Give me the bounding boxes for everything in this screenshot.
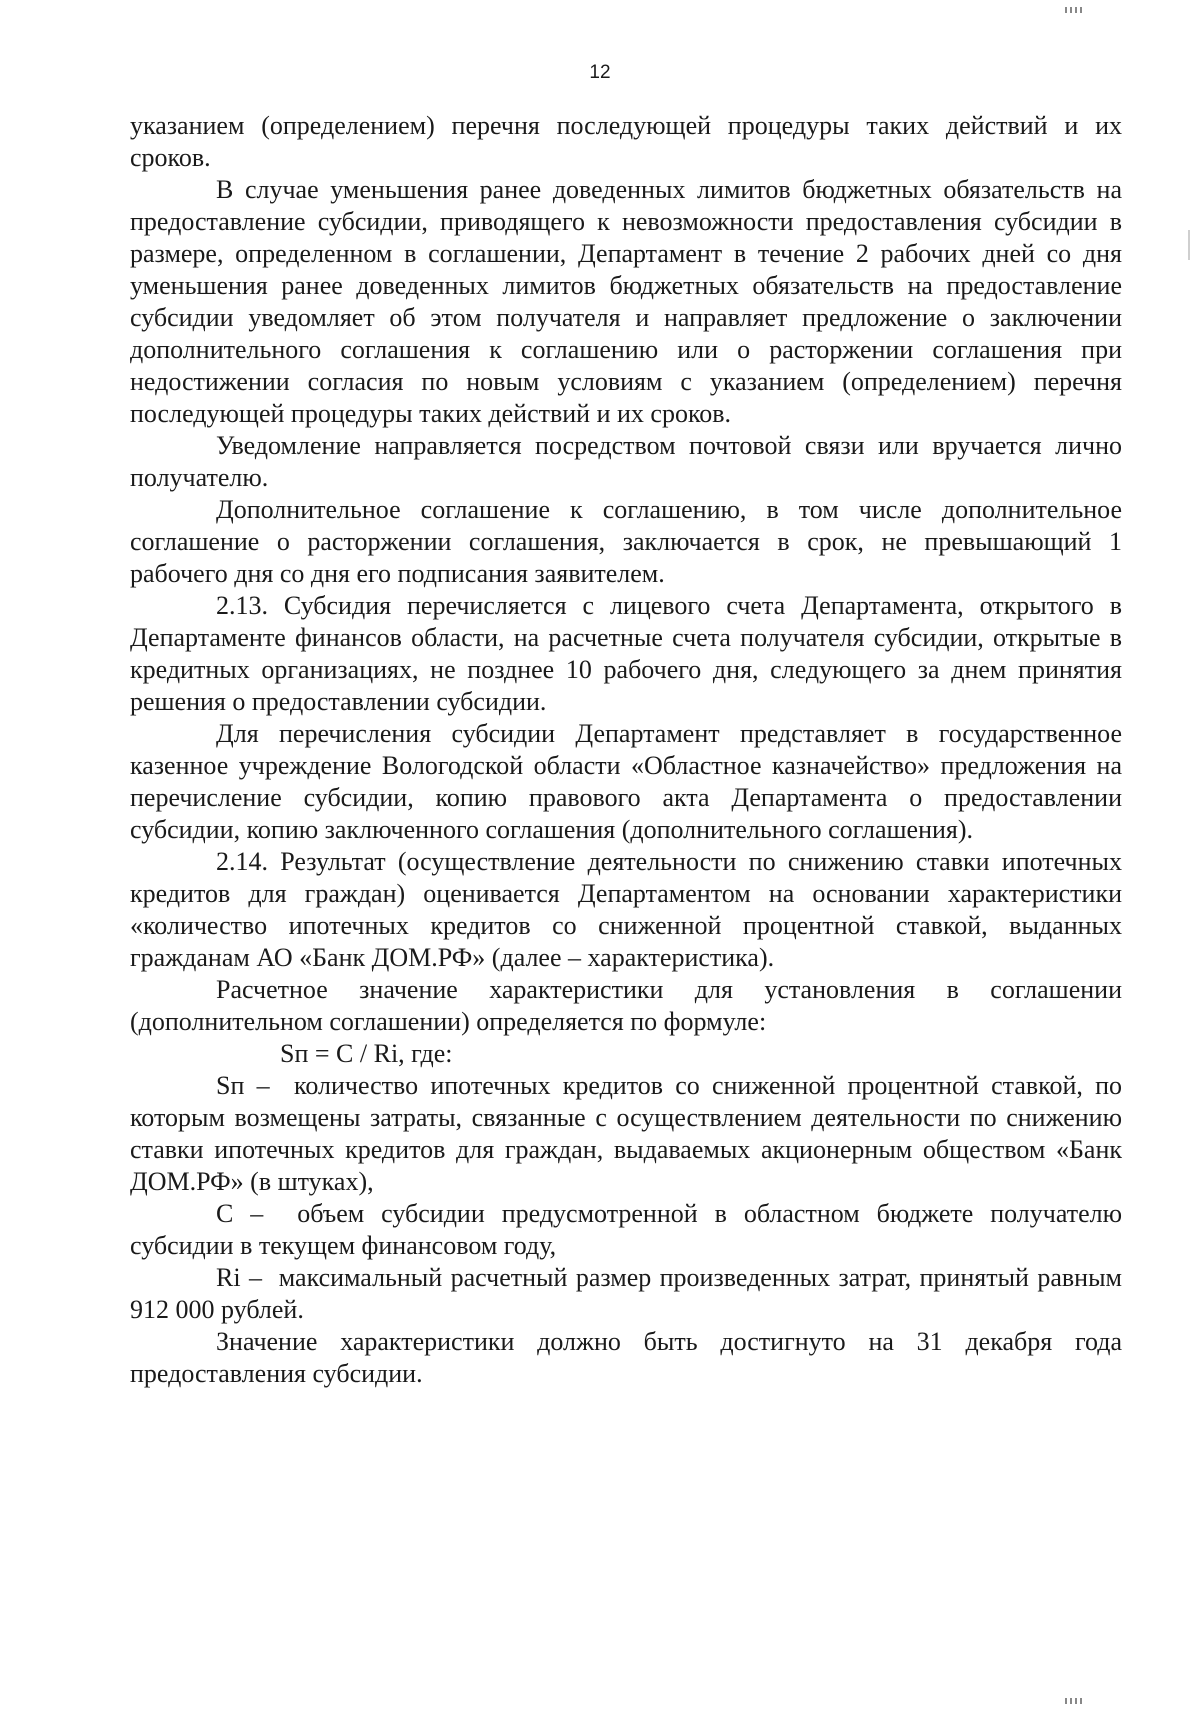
definition-text: количество ипотечных кредитов со сниженной процентной ставкой, по которым возмещены затраты, связанные с осуществлением деятельности по снижению ставки ипотечных кредитов для граждан, выдаваемых акционерным обществом «Банк ДОМ.РФ» (в штуках), (130, 1071, 1123, 1196)
paragraph-2-13: 2.13. Субсидия перечисляется с лицевого счета Департамента, открытого в Департаменте финансов области, на расчетные счета получателя субсидии, открытые в кредитных организациях, не позднее 10 рабочего дня, следующего за днем принятия решения о предоставлении субсидии. (130, 591, 1122, 716)
definition-sp (130, 1070, 1122, 1198)
definition-text: объем субсидии предусмотренной в областном бюджете получателю субсидии в текущем финансовом году, (130, 1199, 1123, 1260)
scan-edge-mark-side (1188, 230, 1190, 260)
definition-term: Ri – (216, 1263, 262, 1292)
paragraph-additional-agreement: Дополнительное соглашение к соглашению, в том числе дополнительное соглашение о расторжении соглашения, заключается в срок, не превышающий 1 рабочего дня со дня его подписания заявителем. (130, 495, 1122, 588)
paragraph-limit-reduction: В случае уменьшения ранее доведенных лимитов бюджетных обязательств на предоставление субсидии, приводящего к невозможности предоставления субсидии в размере, определенном в соглашении, Департамент в течение 2 рабочих дней со дня уменьшения ранее доведенных лимитов бюджетных обязательств на предоставление субсидии уведомляет об этом получателя и направляет предложение о заключении дополнительного соглашения к соглашению или о расторжении соглашения при недостижении согласия по новым условиям с указанием (определением) перечня последующей процедуры таких действий и их сроков. (130, 175, 1122, 428)
paragraph-2-14: 2.14. Результат (осуществление деятельности по снижению ставки ипотечных кредитов для граждан) оценивается Департаментом на основании характеристики «количество ипотечных кредитов со сниженной процентной ставкой, выданных гражданам АО «Банк ДОМ.РФ» (далее – характеристика). (130, 847, 1122, 972)
paragraph-notification: Уведомление направляется посредством почтовой связи или вручается лично получателю. (130, 431, 1122, 492)
scan-edge-mark (1065, 0, 1095, 6)
page-number: 12 (589, 62, 611, 83)
paragraph-formula-intro: Расчетное значение характеристики для установления в соглашении (дополнительном соглашении) определяется по формуле: (130, 975, 1122, 1036)
definition-ri (130, 1262, 1122, 1326)
document-body (130, 110, 1122, 1390)
definition-c (130, 1198, 1122, 1262)
scan-edge-mark-bottom (1065, 1691, 1095, 1697)
definition-term: С – (216, 1199, 264, 1228)
formula: Sп = С / Ri, где: (280, 1039, 453, 1068)
paragraph-continuation: указанием (определением) перечня последующей процедуры таких действий и их сроков. (130, 111, 1122, 172)
paragraph-closing: Значение характеристики должно быть достигнуто на 31 декабря года предоставления субсидии. (130, 1327, 1122, 1388)
paragraph-transfer-documents: Для перечисления субсидии Департамент представляет в государственное казенное учреждение Вологодской области «Областное казначейство» предложения на перечисление субсидии, копию правового акта Департамента о предоставлении субсидии, копию заключенного соглашения (дополнительного соглашения). (130, 719, 1122, 844)
definition-text: максимальный расчетный размер произведенных затрат, принятый равным 912 000 рублей. (130, 1263, 1123, 1324)
definition-term: Sп – (216, 1071, 270, 1100)
